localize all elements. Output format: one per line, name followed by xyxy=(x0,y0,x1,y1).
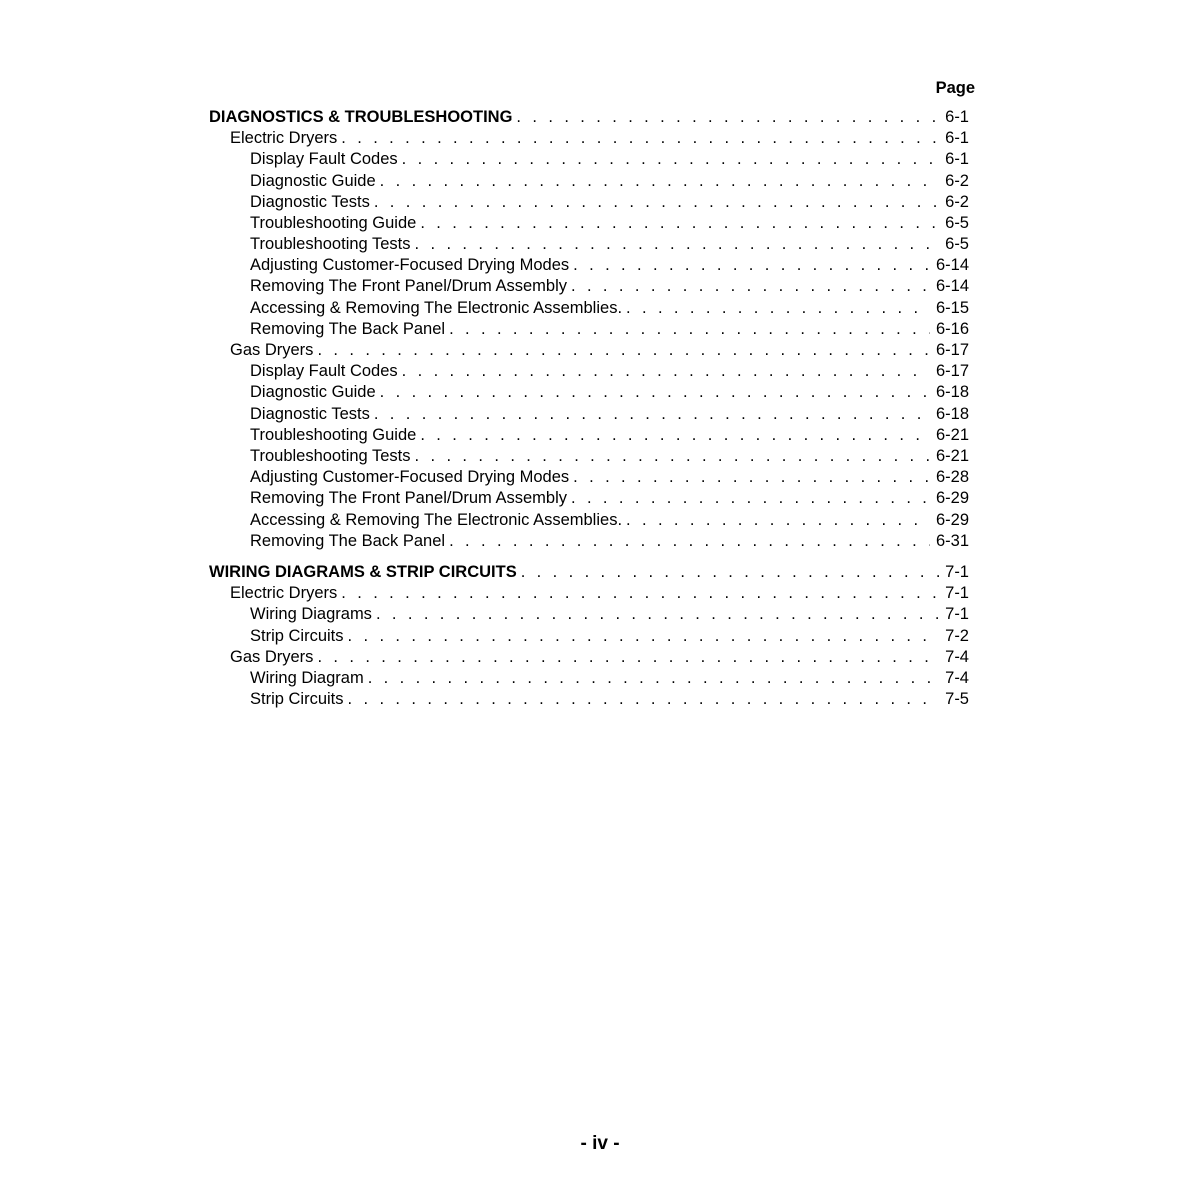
dot-leader xyxy=(449,319,930,340)
toc-entry[interactable] xyxy=(209,319,969,340)
dot-leader xyxy=(573,467,930,488)
toc-section-wiring xyxy=(209,562,969,710)
dot-leader xyxy=(415,446,930,467)
toc-entry-title: Removing The Back Panel xyxy=(250,319,446,338)
toc-entry[interactable] xyxy=(209,213,969,234)
toc-entry-title: Adjusting Customer-Focused Drying Modes xyxy=(250,468,570,487)
toc-page-number: 6-29 xyxy=(935,489,969,508)
toc-page-number: 7-2 xyxy=(945,626,969,645)
toc-subsection-entry[interactable] xyxy=(209,583,969,604)
dot-leader xyxy=(341,128,939,149)
toc-entry[interactable] xyxy=(209,361,969,382)
toc-entry-title: Electric Dryers xyxy=(230,129,338,148)
toc-entry[interactable] xyxy=(209,192,969,213)
toc-entry[interactable] xyxy=(209,425,969,446)
dot-leader xyxy=(402,361,930,382)
toc-entry-list xyxy=(209,128,969,552)
toc-page-number: 7-1 xyxy=(945,562,969,581)
toc-entry-title: DIAGNOSTICS & TROUBLESHOOTING xyxy=(209,107,513,126)
toc-page-number: 6-2 xyxy=(945,171,969,190)
dot-leader xyxy=(374,192,939,213)
toc-page-number: 7-1 xyxy=(945,605,969,624)
toc-entry-title: Diagnostic Tests xyxy=(250,404,370,423)
page-number-footer: - iv - xyxy=(580,1133,620,1154)
toc-page-number: 6-16 xyxy=(935,319,969,338)
dot-leader xyxy=(516,107,939,128)
toc-entry[interactable] xyxy=(209,488,969,509)
dot-leader xyxy=(376,604,939,625)
dot-leader xyxy=(571,488,930,509)
toc-entry[interactable] xyxy=(209,149,969,170)
toc-entry[interactable] xyxy=(209,255,969,276)
toc-page-number: 6-17 xyxy=(935,341,969,360)
toc-page-number: 7-4 xyxy=(945,647,969,666)
toc-entry[interactable] xyxy=(209,531,969,552)
toc-entry[interactable] xyxy=(209,382,969,403)
toc-entry-title: Troubleshooting Guide xyxy=(250,213,417,232)
dot-leader xyxy=(626,298,930,319)
toc-subsection-entry[interactable] xyxy=(209,647,969,668)
dot-leader xyxy=(571,277,930,298)
toc-entry-title: Accessing & Removing The Electronic Assemblies. xyxy=(250,298,623,317)
dot-leader xyxy=(380,382,930,403)
toc-subsection-entry[interactable] xyxy=(209,128,969,149)
toc-page-number: 6-21 xyxy=(935,446,969,465)
toc-entry-title: Display Fault Codes xyxy=(250,150,398,169)
toc-entry[interactable] xyxy=(209,467,969,488)
toc-page-number: 6-21 xyxy=(935,425,969,444)
toc-entry-title: Gas Dryers xyxy=(230,647,314,666)
dot-leader xyxy=(521,562,939,583)
toc-subsection-entry[interactable] xyxy=(209,340,969,361)
toc-page-number: 6-1 xyxy=(945,129,969,148)
toc-page-number: 7-5 xyxy=(945,690,969,709)
dot-leader xyxy=(348,689,940,710)
toc-entry[interactable] xyxy=(209,604,969,625)
toc-page-number: 6-31 xyxy=(935,531,969,550)
toc-page-number: 7-4 xyxy=(945,668,969,687)
toc-page-number: 6-18 xyxy=(935,404,969,423)
toc-entry[interactable] xyxy=(209,171,969,192)
dot-leader xyxy=(341,583,939,604)
toc-entry-title: Adjusting Customer-Focused Drying Modes xyxy=(250,256,570,275)
toc-entry-title: Electric Dryers xyxy=(230,584,338,603)
dot-leader xyxy=(402,149,939,170)
toc-entry-title: Display Fault Codes xyxy=(250,362,398,381)
dot-leader xyxy=(368,668,939,689)
toc-entry-title: Removing The Back Panel xyxy=(250,531,446,550)
toc-entry-title: Troubleshooting Tests xyxy=(250,235,411,254)
dot-leader xyxy=(573,255,930,276)
toc-entry-title: Strip Circuits xyxy=(250,626,344,645)
toc-section-heading[interactable] xyxy=(209,107,969,128)
dot-leader xyxy=(348,626,940,647)
toc-entry-title: Troubleshooting Tests xyxy=(250,446,411,465)
toc-entry-title: Wiring Diagrams xyxy=(250,605,372,624)
toc-page-number: 6-14 xyxy=(935,277,969,296)
toc-entry-title: Troubleshooting Guide xyxy=(250,425,417,444)
toc-entry[interactable] xyxy=(209,277,969,298)
toc-page-number: 7-1 xyxy=(945,584,969,603)
toc-page-number: 6-29 xyxy=(935,510,969,529)
dot-leader xyxy=(449,531,930,552)
dot-leader xyxy=(317,340,930,361)
toc-entry-title: Diagnostic Guide xyxy=(250,383,376,402)
toc-page-number: 6-17 xyxy=(935,362,969,381)
toc-entry[interactable] xyxy=(209,234,969,255)
toc-entry-title: Gas Dryers xyxy=(230,341,314,360)
dot-leader xyxy=(317,647,939,668)
toc-page-number: 6-18 xyxy=(935,383,969,402)
toc-page-number: 6-15 xyxy=(935,298,969,317)
toc-entry[interactable] xyxy=(209,689,969,710)
toc-entry-title: Accessing & Removing The Electronic Assemblies. xyxy=(250,510,623,529)
toc-page-number: 6-14 xyxy=(935,256,969,275)
toc-entry-title: Diagnostic Tests xyxy=(250,192,370,211)
toc-page-number: 6-28 xyxy=(935,468,969,487)
toc-page-number: 6-1 xyxy=(945,150,969,169)
toc-entry-title: WIRING DIAGRAMS & STRIP CIRCUITS xyxy=(209,562,517,581)
toc-page-number: 6-5 xyxy=(945,235,969,254)
toc-entry[interactable] xyxy=(209,626,969,647)
toc-entry-title: Strip Circuits xyxy=(250,690,344,709)
toc-entry-title: Diagnostic Guide xyxy=(250,171,376,190)
page-column-header: Page xyxy=(935,79,975,97)
toc-entry[interactable] xyxy=(209,510,969,531)
dot-leader xyxy=(415,234,940,255)
toc-entry[interactable] xyxy=(209,404,969,425)
toc-entry[interactable] xyxy=(209,446,969,467)
toc-page-number: 6-1 xyxy=(945,107,969,126)
toc-entry-title: Wiring Diagram xyxy=(250,668,364,687)
dot-leader xyxy=(420,425,930,446)
dot-leader xyxy=(420,213,939,234)
toc-page-number: 6-5 xyxy=(945,213,969,232)
toc-page-number: 6-2 xyxy=(945,192,969,211)
toc-entry[interactable] xyxy=(209,668,969,689)
toc-entry-title: Removing The Front Panel/Drum Assembly xyxy=(250,489,567,508)
toc-entry-title: Removing The Front Panel/Drum Assembly xyxy=(250,277,567,296)
toc-entry[interactable] xyxy=(209,298,969,319)
toc-section-diagnostics xyxy=(209,107,969,552)
dot-leader xyxy=(626,510,930,531)
dot-leader xyxy=(374,404,930,425)
toc-entry-list xyxy=(209,583,969,710)
dot-leader xyxy=(380,171,939,192)
toc-section-heading[interactable] xyxy=(209,562,969,583)
